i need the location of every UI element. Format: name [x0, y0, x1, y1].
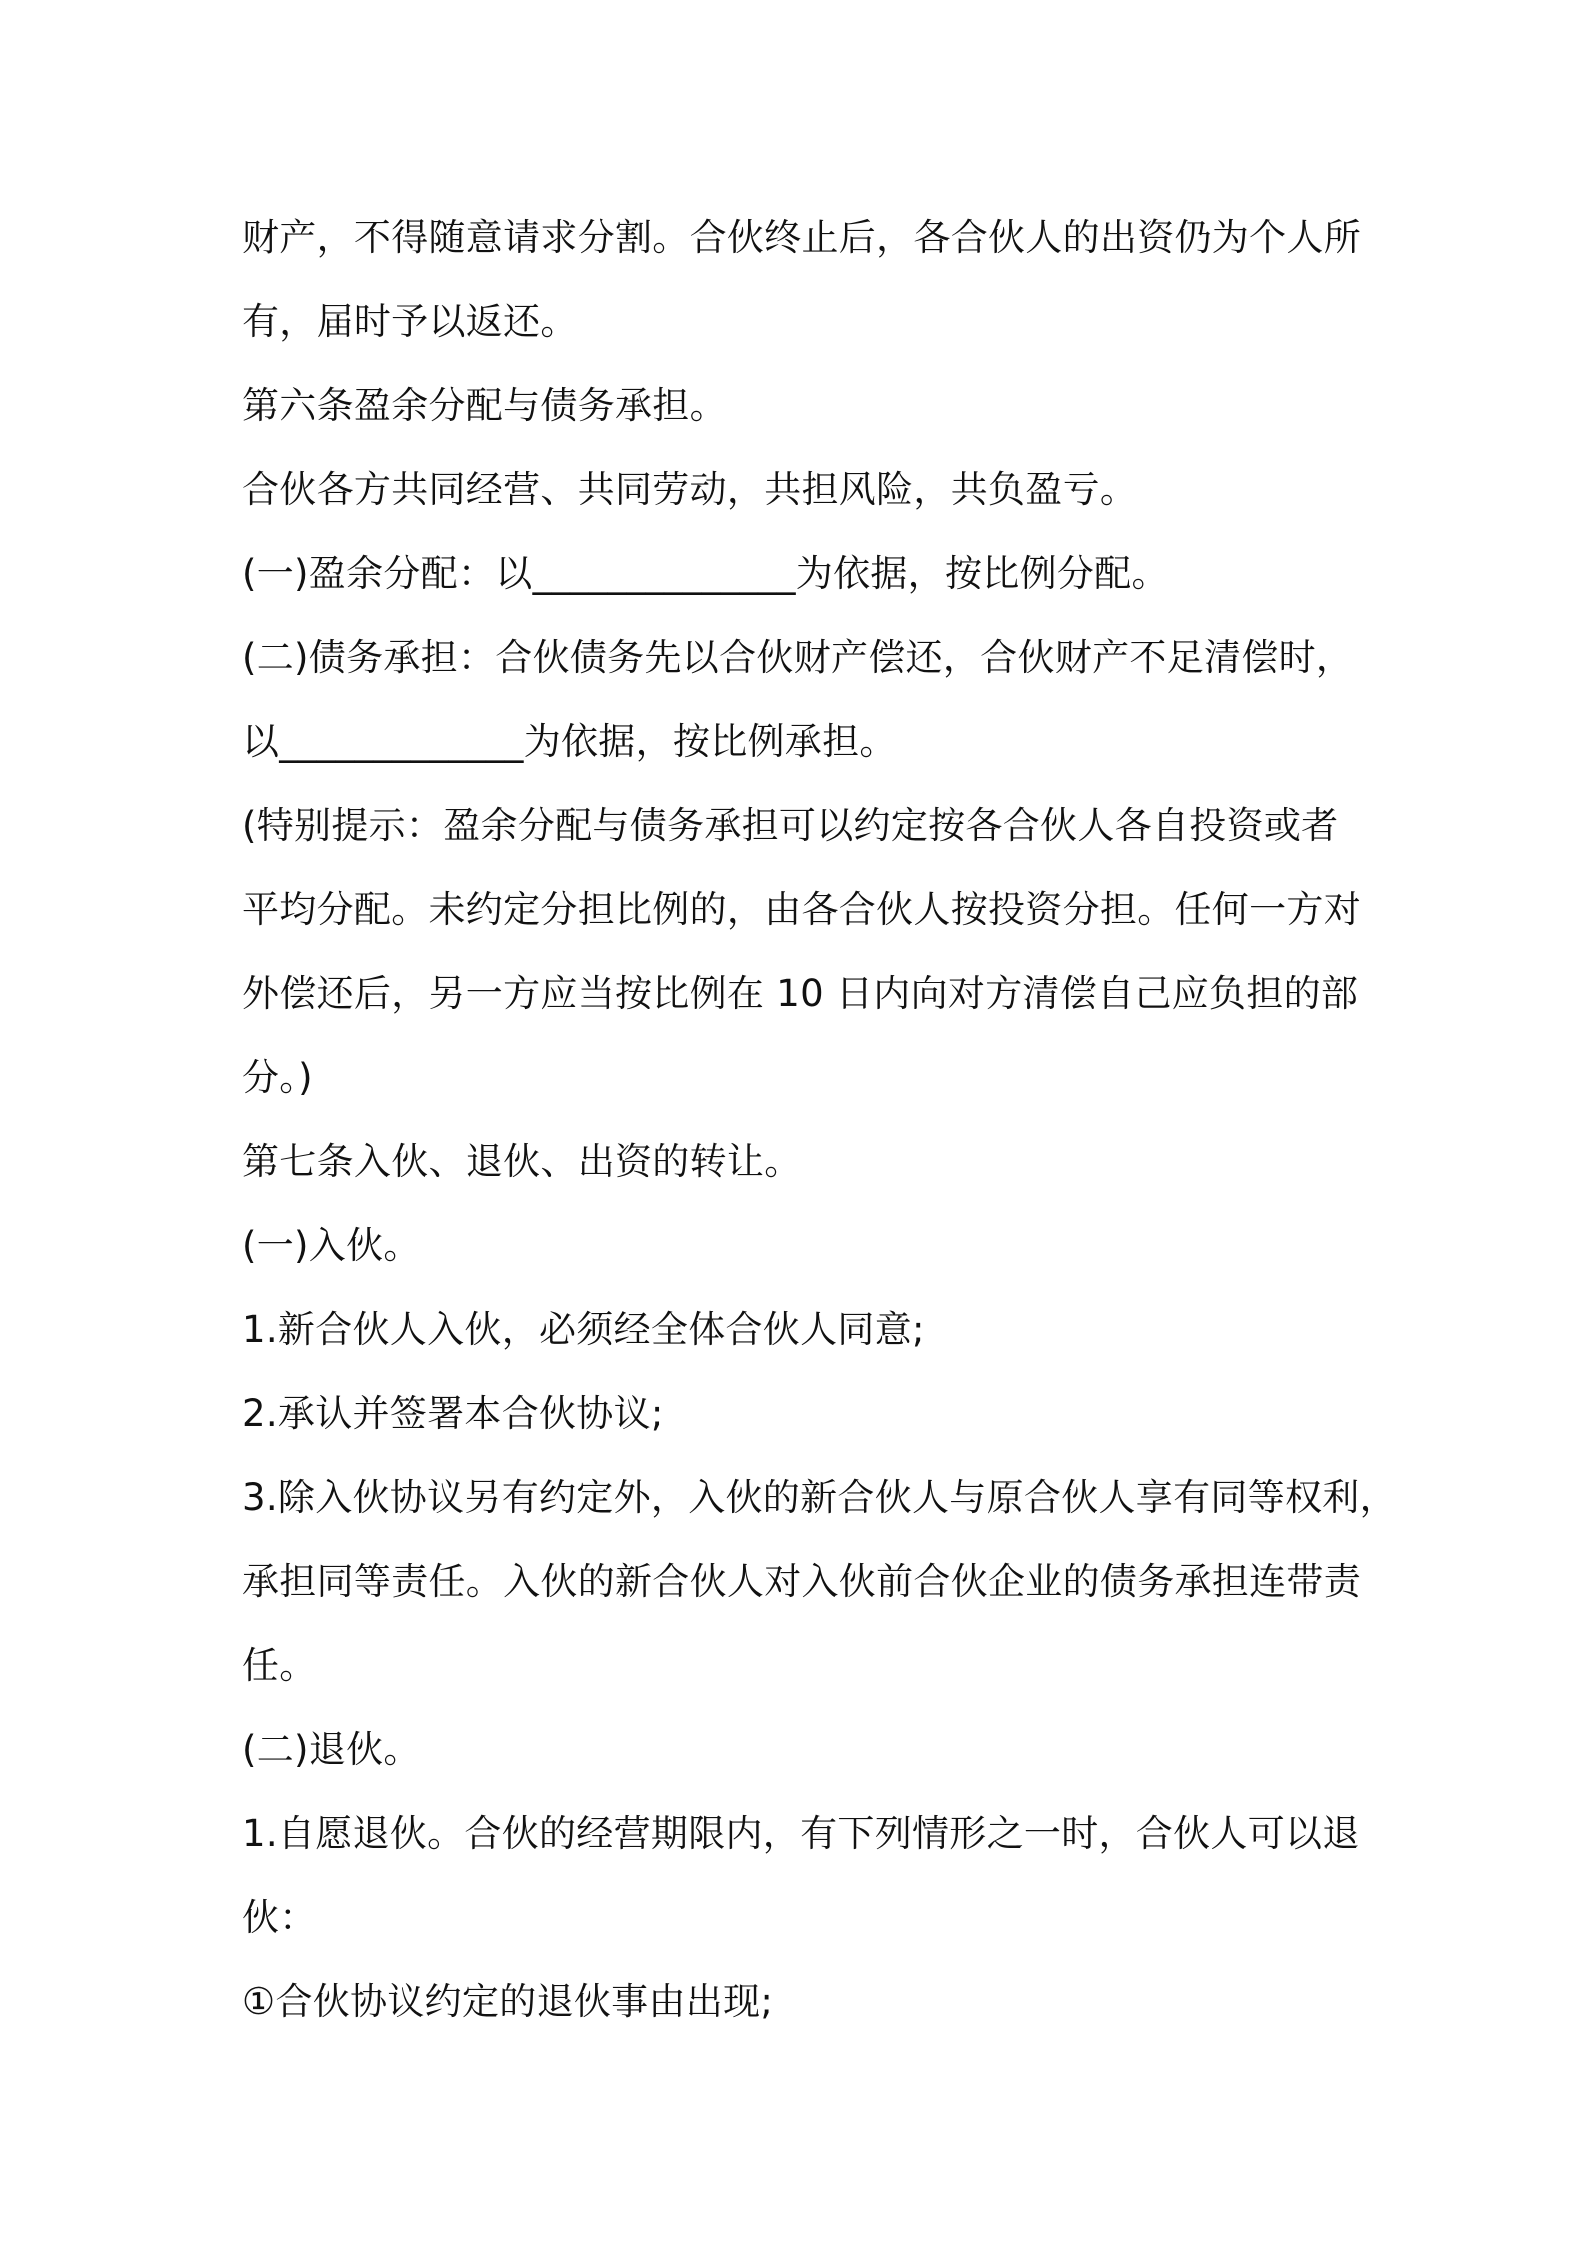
- text-line: 承担同等责任。入伙的新合伙人对入伙前合伙企业的债务承担连带责: [242, 1560, 1361, 1603]
- list-item: 3.除入伙协议另有约定外，入伙的新合伙人与原合伙人享有同等权利，: [242, 1476, 1397, 1519]
- section-heading: (二)退伙。: [242, 1728, 421, 1771]
- text-line: 财产，不得随意请求分割。合伙终止后，各合伙人的出资仍为个人所: [242, 216, 1361, 259]
- article-heading: 第六条盈余分配与债务承担。: [242, 384, 727, 427]
- text-line: 平均分配。未约定分担比例的，由各合伙人按投资分担。任何一方对: [242, 888, 1361, 931]
- list-item: 2.承认并签署本合伙协议;: [242, 1392, 664, 1435]
- text-line: (特别提示：盈余分配与债务承担可以约定按各合伙人各自投资或者: [242, 804, 1339, 847]
- text-line: 以_____________为依据，按比例承担。: [242, 720, 897, 763]
- list-item: 1.新合伙人入伙，必须经全体合伙人同意;: [242, 1308, 925, 1351]
- list-item: ①合伙协议约定的退伙事由出现;: [242, 1980, 774, 2023]
- text-line: 有，届时予以返还。: [242, 300, 578, 343]
- section-heading: (一)入伙。: [242, 1224, 421, 1267]
- text-line: 分。): [242, 1056, 313, 1099]
- article-heading: 第七条入伙、退伙、出资的转让。: [242, 1140, 802, 1183]
- document-body: [242, 196, 1397, 2044]
- text-line: 合伙各方共同经营、共同劳动，共担风险，共负盈亏。: [242, 468, 1138, 511]
- text-line: 任。: [242, 1644, 317, 1687]
- text-line: 外偿还后，另一方应当按比例在 10 日内向对方清偿自己应负担的部: [242, 972, 1359, 1015]
- text-line: 伙：: [242, 1896, 317, 1939]
- list-item: 1.自愿退伙。合伙的经营期限内，有下列情形之一时，合伙人可以退: [242, 1812, 1360, 1855]
- text-line: (二)债务承担：合伙债务先以合伙财产偿还，合伙财产不足清偿时，: [242, 636, 1354, 679]
- text-line: (一)盈余分配：以______________为依据，按比例分配。: [242, 552, 1169, 595]
